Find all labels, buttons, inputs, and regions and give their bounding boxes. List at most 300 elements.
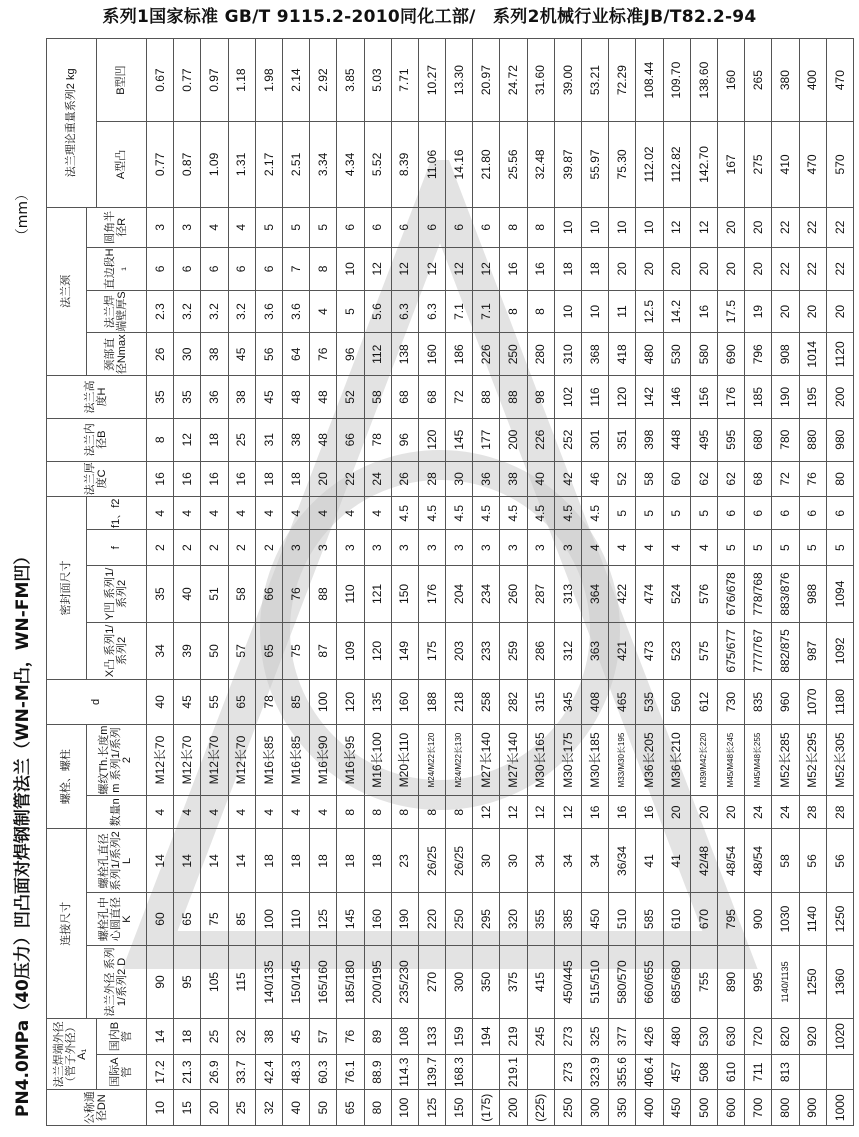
cell-r: 3 <box>147 207 174 247</box>
cell-n: 4 <box>174 796 201 829</box>
cell-c: 58 <box>636 461 663 497</box>
cell-D: 95 <box>174 945 201 1019</box>
table-row <box>772 39 799 1126</box>
table-row <box>690 39 717 1126</box>
cell-wa: 1.09 <box>201 122 228 207</box>
cell-x: 286 <box>527 622 554 679</box>
cell-a: 60.3 <box>310 1054 337 1090</box>
cell-bore: 177 <box>473 418 500 461</box>
cell-a: 88.9 <box>364 1054 391 1090</box>
cell-dn: 900 <box>799 1090 826 1126</box>
cell-L: 48/54 <box>745 829 772 893</box>
cell-r: 6 <box>418 207 445 247</box>
cell-y: 35 <box>147 565 174 622</box>
cell-D: 300 <box>446 945 473 1019</box>
cell-h: 156 <box>690 376 717 419</box>
cell-dn: 400 <box>636 1090 663 1126</box>
cell-D: 235/230 <box>391 945 418 1019</box>
cell-D: 105 <box>201 945 228 1019</box>
cell-f12: 6 <box>772 497 799 530</box>
cell-b: 245 <box>527 1019 554 1055</box>
cell-D: 515/510 <box>582 945 609 1019</box>
cell-d: 78 <box>255 679 282 724</box>
cell-c: 62 <box>717 461 744 497</box>
cell-D: 140/135 <box>255 945 282 1019</box>
cell-f: 5 <box>717 530 744 566</box>
cell-h1: 22 <box>799 247 826 290</box>
cell-s: 6.3 <box>391 290 418 333</box>
cell-K: 75 <box>201 893 228 945</box>
cell-r: 10 <box>554 207 581 247</box>
cell-h1: 20 <box>663 247 690 290</box>
table-row <box>500 39 527 1126</box>
cell-dn: (175) <box>473 1090 500 1126</box>
cell-y: 524 <box>663 565 690 622</box>
cell-f12: 4.5 <box>500 497 527 530</box>
cell-nmax: 908 <box>772 333 799 376</box>
cell-L: 41 <box>636 829 663 893</box>
cell-bore: 200 <box>500 418 527 461</box>
cell-nmax: 186 <box>446 333 473 376</box>
cell-f12: 4.5 <box>527 497 554 530</box>
cell-nmax: 64 <box>282 333 309 376</box>
cell-f: 3 <box>391 530 418 566</box>
cell-b: 426 <box>636 1019 663 1055</box>
cell-x: 203 <box>446 622 473 679</box>
cell-x: 75 <box>282 622 309 679</box>
cell-th: M36长205 <box>636 724 663 795</box>
cell-s: 20 <box>799 290 826 333</box>
header-bolt-circle: 螺栓孔中心圆直径K <box>87 893 147 945</box>
cell-D: 755 <box>690 945 717 1019</box>
cell-th: M12长70 <box>147 724 174 795</box>
cell-a <box>527 1054 554 1090</box>
cell-c: 46 <box>582 461 609 497</box>
cell-L: 18 <box>255 829 282 893</box>
cell-h: 195 <box>799 376 826 419</box>
cell-h: 48 <box>310 376 337 419</box>
cell-d: 315 <box>527 679 554 724</box>
cell-wa: 112.82 <box>663 122 690 207</box>
cell-r: 22 <box>772 207 799 247</box>
cell-a: 26.9 <box>201 1054 228 1090</box>
cell-wa: 112.02 <box>636 122 663 207</box>
cell-r: 8 <box>500 207 527 247</box>
header-r: 圆角半径R <box>87 207 147 247</box>
cell-h: 68 <box>418 376 445 419</box>
cell-n: 28 <box>799 796 826 829</box>
cell-h1: 6 <box>147 247 174 290</box>
cell-h: 190 <box>772 376 799 419</box>
cell-f12: 5 <box>663 497 690 530</box>
cell-wa: 0.77 <box>147 122 174 207</box>
cell-nmax: 38 <box>201 333 228 376</box>
cell-c: 38 <box>500 461 527 497</box>
cell-nmax: 96 <box>337 333 364 376</box>
cell-dn: 50 <box>310 1090 337 1126</box>
cell-wb: 39.00 <box>554 39 581 122</box>
cell-f: 3 <box>418 530 445 566</box>
cell-h1: 12 <box>446 247 473 290</box>
header-f: f <box>87 530 147 566</box>
cell-wa: 3.34 <box>310 122 337 207</box>
cell-wa: 275 <box>745 122 772 207</box>
cell-a: 508 <box>690 1054 717 1090</box>
cell-y: 204 <box>446 565 473 622</box>
cell-bore: 495 <box>690 418 717 461</box>
cell-f12: 4 <box>310 497 337 530</box>
cell-f12: 4 <box>282 497 309 530</box>
cell-nmax: 418 <box>609 333 636 376</box>
cell-wa: 167 <box>717 122 744 207</box>
cell-wa: 21.80 <box>473 122 500 207</box>
header-s: 法兰焊端壁厚S <box>87 290 147 333</box>
cell-s: 16 <box>690 290 717 333</box>
cell-K: 85 <box>228 893 255 945</box>
cell-n: 8 <box>337 796 364 829</box>
cell-dn: 10 <box>147 1090 174 1126</box>
table-row <box>527 39 554 1126</box>
header-nmax: 颈部直径Nmax <box>87 333 147 376</box>
cell-y: 110 <box>337 565 364 622</box>
cell-bore: 48 <box>310 418 337 461</box>
cell-a: 33.7 <box>228 1054 255 1090</box>
cell-b: 108 <box>391 1019 418 1055</box>
cell-K: 320 <box>500 893 527 945</box>
cell-y: 313 <box>554 565 581 622</box>
cell-y: 676/678 <box>717 565 744 622</box>
cell-bore: 448 <box>663 418 690 461</box>
cell-D: 200/195 <box>364 945 391 1019</box>
cell-a: 168.3 <box>446 1054 473 1090</box>
cell-nmax: 1120 <box>826 333 853 376</box>
cell-h: 200 <box>826 376 853 419</box>
cell-d: 1180 <box>826 679 853 724</box>
cell-c: 62 <box>690 461 717 497</box>
cell-d: 218 <box>446 679 473 724</box>
cell-dn: 250 <box>554 1090 581 1126</box>
cell-n: 4 <box>228 796 255 829</box>
cell-f12: 4.5 <box>391 497 418 530</box>
cell-L: 42/48 <box>690 829 717 893</box>
header-dn: 公称通径DN <box>47 1090 147 1126</box>
cell-dn: 80 <box>364 1090 391 1126</box>
cell-a: 813 <box>772 1054 799 1090</box>
cell-x: 65 <box>255 622 282 679</box>
cell-r: 20 <box>717 207 744 247</box>
cell-nmax: 112 <box>364 333 391 376</box>
cell-th: M12长70 <box>201 724 228 795</box>
table-row <box>201 39 228 1126</box>
cell-dn: 200 <box>500 1090 527 1126</box>
cell-D: 660/655 <box>636 945 663 1019</box>
cell-n: 4 <box>310 796 337 829</box>
cell-d: 188 <box>418 679 445 724</box>
cell-f12: 4.5 <box>446 497 473 530</box>
header-pipe-b: 国内B管 <box>97 1019 147 1055</box>
cell-r: 5 <box>310 207 337 247</box>
cell-L: 14 <box>174 829 201 893</box>
cell-s: 8 <box>500 290 527 333</box>
cell-bore: 78 <box>364 418 391 461</box>
cell-s: 14.2 <box>663 290 690 333</box>
cell-c: 36 <box>473 461 500 497</box>
cell-x: 149 <box>391 622 418 679</box>
cell-r: 6 <box>364 207 391 247</box>
cell-y: 176 <box>418 565 445 622</box>
cell-s: 3.2 <box>201 290 228 333</box>
cell-wb: 138.60 <box>690 39 717 122</box>
cell-f: 5 <box>745 530 772 566</box>
cell-b: 630 <box>717 1019 744 1055</box>
cell-s: 3.6 <box>282 290 309 333</box>
cell-h: 58 <box>364 376 391 419</box>
cell-r: 10 <box>636 207 663 247</box>
cell-x: 312 <box>554 622 581 679</box>
cell-f12: 5 <box>636 497 663 530</box>
cell-h: 176 <box>717 376 744 419</box>
header-pipe-od: 法兰焊端外径（管子外径）A₁ <box>47 1019 97 1090</box>
cell-a <box>799 1054 826 1090</box>
cell-nmax: 530 <box>663 333 690 376</box>
table-row <box>554 39 581 1126</box>
cell-th: M20长110 <box>391 724 418 795</box>
cell-L: 56 <box>799 829 826 893</box>
cell-th: M30长175 <box>554 724 581 795</box>
cell-b: 25 <box>201 1019 228 1055</box>
cell-a: 457 <box>663 1054 690 1090</box>
cell-th: M27长140 <box>473 724 500 795</box>
cell-x: 259 <box>500 622 527 679</box>
cell-d: 960 <box>772 679 799 724</box>
cell-y: 988 <box>799 565 826 622</box>
table-row <box>582 39 609 1126</box>
cell-K: 585 <box>636 893 663 945</box>
cell-K: 250 <box>446 893 473 945</box>
cell-s: 7.1 <box>446 290 473 333</box>
cell-wb: 5.03 <box>364 39 391 122</box>
header-seal-group: 密封面尺寸 <box>47 497 87 680</box>
cell-wa: 410 <box>772 122 799 207</box>
header-neck-group: 法兰颈 <box>47 207 87 376</box>
cell-b: 76 <box>337 1019 364 1055</box>
cell-D: 890 <box>717 945 744 1019</box>
cell-h: 48 <box>282 376 309 419</box>
cell-f: 3 <box>473 530 500 566</box>
cell-r: 6 <box>337 207 364 247</box>
cell-r: 6 <box>446 207 473 247</box>
cell-dn: 800 <box>772 1090 799 1126</box>
cell-dn: 700 <box>745 1090 772 1126</box>
cell-b: 18 <box>174 1019 201 1055</box>
cell-wb: 470 <box>826 39 853 122</box>
cell-th: M39/M42长220 <box>690 724 717 795</box>
cell-h1: 8 <box>310 247 337 290</box>
cell-h: 120 <box>609 376 636 419</box>
cell-K: 65 <box>174 893 201 945</box>
cell-r: 5 <box>255 207 282 247</box>
table-row <box>446 39 473 1126</box>
cell-f: 2 <box>174 530 201 566</box>
cell-wa: 0.87 <box>174 122 201 207</box>
cell-b: 133 <box>418 1019 445 1055</box>
cell-n: 16 <box>636 796 663 829</box>
header-bolt-qty: 数量n <box>87 796 147 829</box>
cell-bore: 226 <box>527 418 554 461</box>
cell-bore: 880 <box>799 418 826 461</box>
cell-a: 323.9 <box>582 1054 609 1090</box>
table-row <box>147 39 174 1126</box>
cell-h: 35 <box>147 376 174 419</box>
cell-d: 612 <box>690 679 717 724</box>
cell-n: 28 <box>826 796 853 829</box>
side-title <box>3 57 43 1117</box>
cell-wb: 400 <box>799 39 826 122</box>
cell-y: 883/876 <box>772 565 799 622</box>
cell-K: 795 <box>717 893 744 945</box>
cell-K: 110 <box>282 893 309 945</box>
cell-wb: 380 <box>772 39 799 122</box>
cell-wb: 0.67 <box>147 39 174 122</box>
cell-D: 995 <box>745 945 772 1019</box>
cell-h1: 12 <box>364 247 391 290</box>
cell-c: 42 <box>554 461 581 497</box>
cell-wa: 32.48 <box>527 122 554 207</box>
cell-b: 273 <box>554 1019 581 1055</box>
cell-x: 575 <box>690 622 717 679</box>
header-pipe-a: 国际A管 <box>97 1054 147 1090</box>
cell-wb: 2.92 <box>310 39 337 122</box>
header-title: 系列1国家标准 GB/T 9115.2-2010同化工部/ 系列2机械行业标准JB/T82.2-94 <box>102 7 757 27</box>
cell-r: 4 <box>201 207 228 247</box>
cell-h: 146 <box>663 376 690 419</box>
cell-b: 820 <box>772 1019 799 1055</box>
cell-dn: 15 <box>174 1090 201 1126</box>
cell-f: 3 <box>527 530 554 566</box>
cell-th: M16长100 <box>364 724 391 795</box>
cell-n: 4 <box>282 796 309 829</box>
cell-f: 4 <box>663 530 690 566</box>
cell-h1: 6 <box>174 247 201 290</box>
cell-d: 730 <box>717 679 744 724</box>
cell-h1: 18 <box>582 247 609 290</box>
cell-b: 32 <box>228 1019 255 1055</box>
table-row <box>609 39 636 1126</box>
cell-dn: 125 <box>418 1090 445 1126</box>
cell-h1: 20 <box>690 247 717 290</box>
cell-h1: 20 <box>609 247 636 290</box>
cell-wa: 2.51 <box>282 122 309 207</box>
cell-wa: 142.70 <box>690 122 717 207</box>
cell-c: 22 <box>337 461 364 497</box>
cell-D: 115 <box>228 945 255 1019</box>
cell-x: 233 <box>473 622 500 679</box>
cell-f12: 4 <box>228 497 255 530</box>
cell-n: 16 <box>609 796 636 829</box>
header-weight-b: B型凹 <box>97 39 147 122</box>
cell-wb: 109.70 <box>663 39 690 122</box>
cell-K: 1140 <box>799 893 826 945</box>
cell-wb: 20.97 <box>473 39 500 122</box>
cell-f12: 6 <box>799 497 826 530</box>
cell-x: 523 <box>663 622 690 679</box>
cell-y: 51 <box>201 565 228 622</box>
cell-D: 580/570 <box>609 945 636 1019</box>
flange-table-frame <box>46 38 854 1126</box>
cell-a: 114.3 <box>391 1054 418 1090</box>
cell-bore: 38 <box>282 418 309 461</box>
cell-K: 60 <box>147 893 174 945</box>
cell-f: 2 <box>255 530 282 566</box>
cell-y: 364 <box>582 565 609 622</box>
cell-dn: 300 <box>582 1090 609 1126</box>
cell-d: 535 <box>636 679 663 724</box>
cell-f: 2 <box>201 530 228 566</box>
cell-th: M12长70 <box>228 724 255 795</box>
cell-a: 273 <box>554 1054 581 1090</box>
cell-s: 19 <box>745 290 772 333</box>
cell-wa: 14.16 <box>446 122 473 207</box>
cell-x: 777/767 <box>745 622 772 679</box>
cell-dn: 40 <box>282 1090 309 1126</box>
cell-r: 12 <box>690 207 717 247</box>
cell-th: M24/M22长120 <box>418 724 445 795</box>
table-row <box>799 39 826 1126</box>
cell-K: 125 <box>310 893 337 945</box>
cell-nmax: 45 <box>228 333 255 376</box>
cell-D: 165/160 <box>310 945 337 1019</box>
cell-h1: 20 <box>745 247 772 290</box>
cell-n: 24 <box>772 796 799 829</box>
cell-n: 24 <box>745 796 772 829</box>
cell-n: 12 <box>527 796 554 829</box>
cell-d: 282 <box>500 679 527 724</box>
cell-h: 68 <box>391 376 418 419</box>
cell-y: 58 <box>228 565 255 622</box>
cell-L: 18 <box>282 829 309 893</box>
cell-h: 35 <box>174 376 201 419</box>
cell-n: 20 <box>690 796 717 829</box>
cell-f12: 5 <box>609 497 636 530</box>
cell-th: M30长165 <box>527 724 554 795</box>
cell-y: 66 <box>255 565 282 622</box>
cell-f12: 6 <box>826 497 853 530</box>
cell-D: 150/145 <box>282 945 309 1019</box>
cell-s: 20 <box>772 290 799 333</box>
cell-bore: 120 <box>418 418 445 461</box>
cell-wa: 4.34 <box>337 122 364 207</box>
cell-th: M24/M22长130 <box>446 724 473 795</box>
cell-y: 778/768 <box>745 565 772 622</box>
header-bore: 法兰内径B <box>47 418 147 461</box>
cell-x: 882/875 <box>772 622 799 679</box>
cell-n: 12 <box>500 796 527 829</box>
cell-wa: 75.30 <box>609 122 636 207</box>
cell-dn: 450 <box>663 1090 690 1126</box>
cell-K: 510 <box>609 893 636 945</box>
cell-r: 22 <box>799 207 826 247</box>
cell-dn: 25 <box>228 1090 255 1126</box>
cell-b: 38 <box>255 1019 282 1055</box>
cell-th: M27长140 <box>500 724 527 795</box>
cell-f: 4 <box>690 530 717 566</box>
cell-r: 12 <box>663 207 690 247</box>
cell-a: 610 <box>717 1054 744 1090</box>
table-row <box>282 39 309 1126</box>
cell-y: 474 <box>636 565 663 622</box>
cell-s: 10 <box>554 290 581 333</box>
cell-x: 987 <box>799 622 826 679</box>
